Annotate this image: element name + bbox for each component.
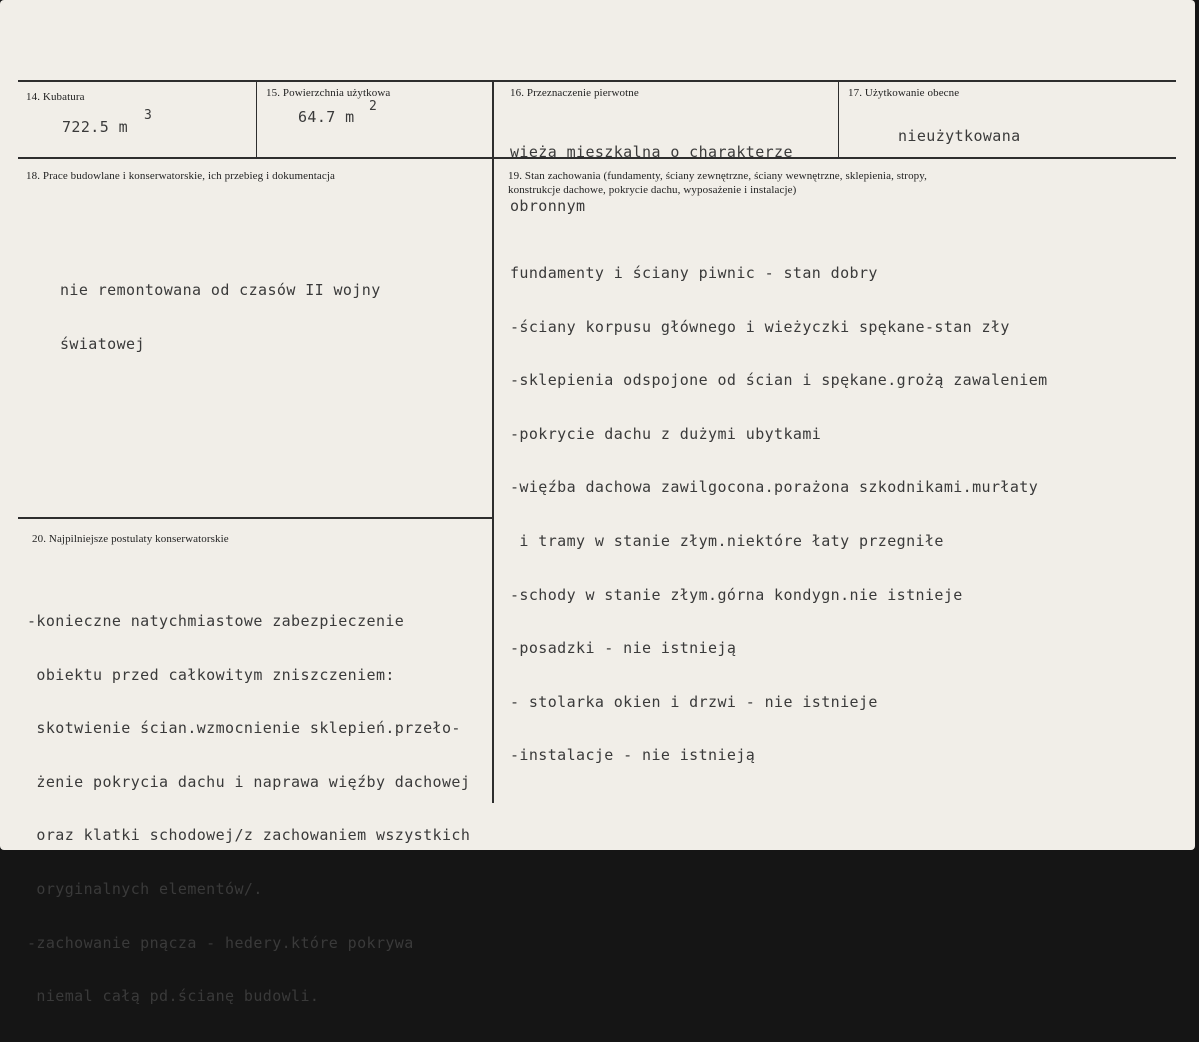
kubatura-value: 722.5 m	[62, 118, 129, 136]
text-line: fundamenty i ściany piwnic - stan dobry	[510, 264, 878, 282]
uzytkowanie-label: 17. Użytkowanie obecne	[848, 87, 960, 99]
text-line: obronnym	[510, 196, 586, 215]
text-line: nie remontowana od czasów II wojny	[60, 281, 381, 299]
stan-value	[510, 229, 1048, 801]
text-line: i tramy w stanie złym.niektóre łaty przegniłe	[510, 531, 944, 550]
kubatura-unit-sup: 3	[144, 108, 152, 123]
prace-value	[60, 246, 381, 389]
text-line: żenie pokrycia dachu i naprawa więźby dachowej	[27, 772, 471, 791]
przeznaczenie-label: 16. Przeznaczenie pierwotne	[510, 87, 639, 99]
top-rule	[18, 80, 1176, 82]
text-line: -sklepienia odspojone od ścian i spękane.grożą zawaleniem	[510, 371, 1048, 390]
section-divider	[18, 517, 492, 519]
text-line: -pokrycie dachu z dużymi ubytkami	[510, 424, 822, 443]
text-line: - stolarka okien i drzwi - nie istnieje	[510, 692, 878, 711]
text-line: -instalacje - nie istnieją	[510, 746, 756, 765]
text-line: niemal całą pd.ścianę budowli.	[27, 987, 320, 1006]
text-line: -posadzki - nie istnieją	[510, 639, 737, 658]
stan-label-line2: konstrukcje dachowe, pokrycie dachu, wyposażenie i instalacje)	[508, 184, 797, 196]
kubatura-label: 14. Kubatura	[26, 91, 85, 103]
powierzchnia-label: 15. Powierzchnia użytkowa	[266, 87, 391, 99]
text-line: oryginalnych elementów/.	[27, 879, 263, 898]
text-line: -zachowanie pnącza - hedery.które pokrywa	[27, 933, 414, 952]
col-divider-2	[492, 81, 494, 803]
uzytkowanie-value: nieużytkowana	[898, 127, 1021, 145]
text-line: skotwienie ścian.wzmocnienie sklepień.przeło-	[27, 719, 461, 738]
text-line: -schody w stanie złym.górna kondygn.nie istnieje	[510, 585, 963, 604]
text-line: -ściany korpusu głównego i wieżyczki spękane-stan zły	[510, 317, 1010, 336]
stan-label-line1: 19. Stan zachowania (fundamenty, ściany zewnętrzne, ściany wewnętrzne, sklepienia, stropy,	[508, 170, 928, 182]
text-line: -więźba dachowa zawilgocona.porażona szkodnikami.murłaty	[510, 478, 1039, 497]
text-line: światowej	[60, 334, 145, 353]
col-divider-1	[256, 81, 257, 158]
powierzchnia-unit-sup: 2	[369, 99, 377, 114]
text-line: obiektu przed całkowitym zniszczeniem:	[27, 665, 395, 684]
col-divider-3	[838, 81, 839, 158]
text-line: oraz klatki schodowej/z zachowaniem wszystkich	[27, 826, 471, 845]
powierzchnia-value: 64.7 m	[298, 108, 355, 126]
prace-label: 18. Prace budowlane i konserwatorskie, ich przebieg i dokumentacja	[26, 170, 335, 182]
postulaty-value	[27, 577, 470, 1042]
text-line: wieża mieszkalna o charakterze	[510, 143, 793, 161]
text-line: -konieczne natychmiastowe zabezpieczenie	[27, 612, 405, 630]
postulaty-label: 20. Najpilniejsze postulaty konserwatorskie	[32, 533, 229, 545]
